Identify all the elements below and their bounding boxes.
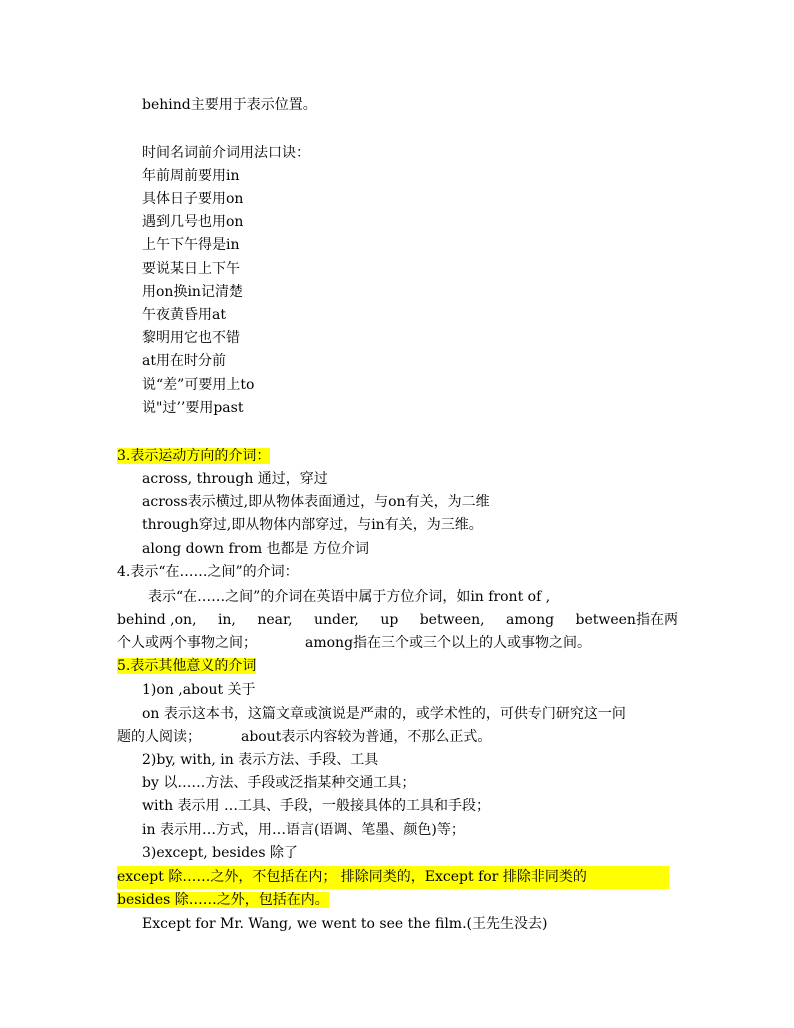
word: among (506, 612, 555, 628)
text-line: with 表示用 …工具、手段，一般接具体的工具和手段； (142, 798, 491, 814)
text-line: behind主要用于表示位置。 (142, 97, 317, 113)
section-heading-5: 5.表示其他意义的介词 (117, 658, 257, 674)
word: in, (217, 612, 236, 628)
section-heading-4: 4.表示“在……之间”的介词： (117, 564, 299, 580)
text-line: 3)except, besides 除了 (142, 845, 298, 861)
highlighted-line: except 除……之外，不包括在内； 排除同类的，Except for 排除非同类的 (117, 866, 669, 889)
text-line: 上午下午得是in (142, 237, 240, 253)
text-line: by 以……方法、手段或泛指某种交通工具； (142, 775, 416, 791)
text-line: 要说某日上下午 (142, 261, 240, 277)
text-line: 遇到几号也用on (142, 214, 244, 230)
text-line: in 表示用…方式，用…语言(语调、笔墨、颜色)等； (142, 822, 465, 838)
text-line: Except for Mr. Wang, we went to see the film.(王先生没去) (142, 916, 548, 932)
text-line: across表示横过,即从物体表面通过，与on有关，为二维 (142, 494, 490, 510)
text-segment: among指在三个或三个以上的人或事物之间。 (305, 635, 592, 651)
text-line: 1)on ,about 关于 (142, 682, 256, 698)
section-heading-3: 3.表示运动方向的介词： (117, 448, 271, 464)
text-segment: 个人或两个事物之间； (117, 635, 257, 651)
text-line: 黎明用它也不错 (142, 330, 240, 346)
word: up (380, 612, 399, 628)
word: between, (419, 612, 485, 628)
text-line: along down from 也都是 方位介词 (142, 541, 370, 557)
highlighted-line: besides 除……之外，包括在内。 (117, 892, 329, 908)
word: under, (314, 612, 359, 628)
text-segment: 题的人阅读； (117, 729, 201, 745)
word: behind ,on, (117, 612, 197, 628)
justified-line (117, 609, 678, 632)
text-line: 说"过’’要用past (142, 400, 244, 416)
text-line (117, 726, 491, 749)
text-line: 说“差”可要用上to (142, 377, 255, 393)
text-line: on 表示这本书，这篇文章或演说是严肃的，或学术性的，可供专门研究这一问 (142, 706, 626, 722)
text-line: 午夜黄昏用at (142, 307, 226, 323)
text-line (117, 632, 591, 655)
text-line: 表示“在……之间”的介词在英语中属于方位介词，如in front of , (148, 589, 551, 605)
text-segment: about表示内容较为普通，不那么正式。 (241, 729, 492, 745)
text-line: at用在时分前 (142, 353, 226, 369)
word: near, (257, 612, 293, 628)
text-line: through穿过,即从物体内部穿过，与in有关，为三维。 (142, 517, 483, 533)
text-line: 用on换in记清楚 (142, 284, 243, 300)
text-line: 年前周前要用in (142, 168, 240, 184)
word: between指在两 (575, 612, 678, 628)
text-line: 具体日子要用on (142, 191, 244, 207)
text-line: 时间名词前介词用法口诀： (142, 145, 310, 161)
text-line: across, through 通过，穿过 (142, 471, 328, 487)
text-line: 2)by, with, in 表示方法、手段、工具 (142, 752, 379, 768)
